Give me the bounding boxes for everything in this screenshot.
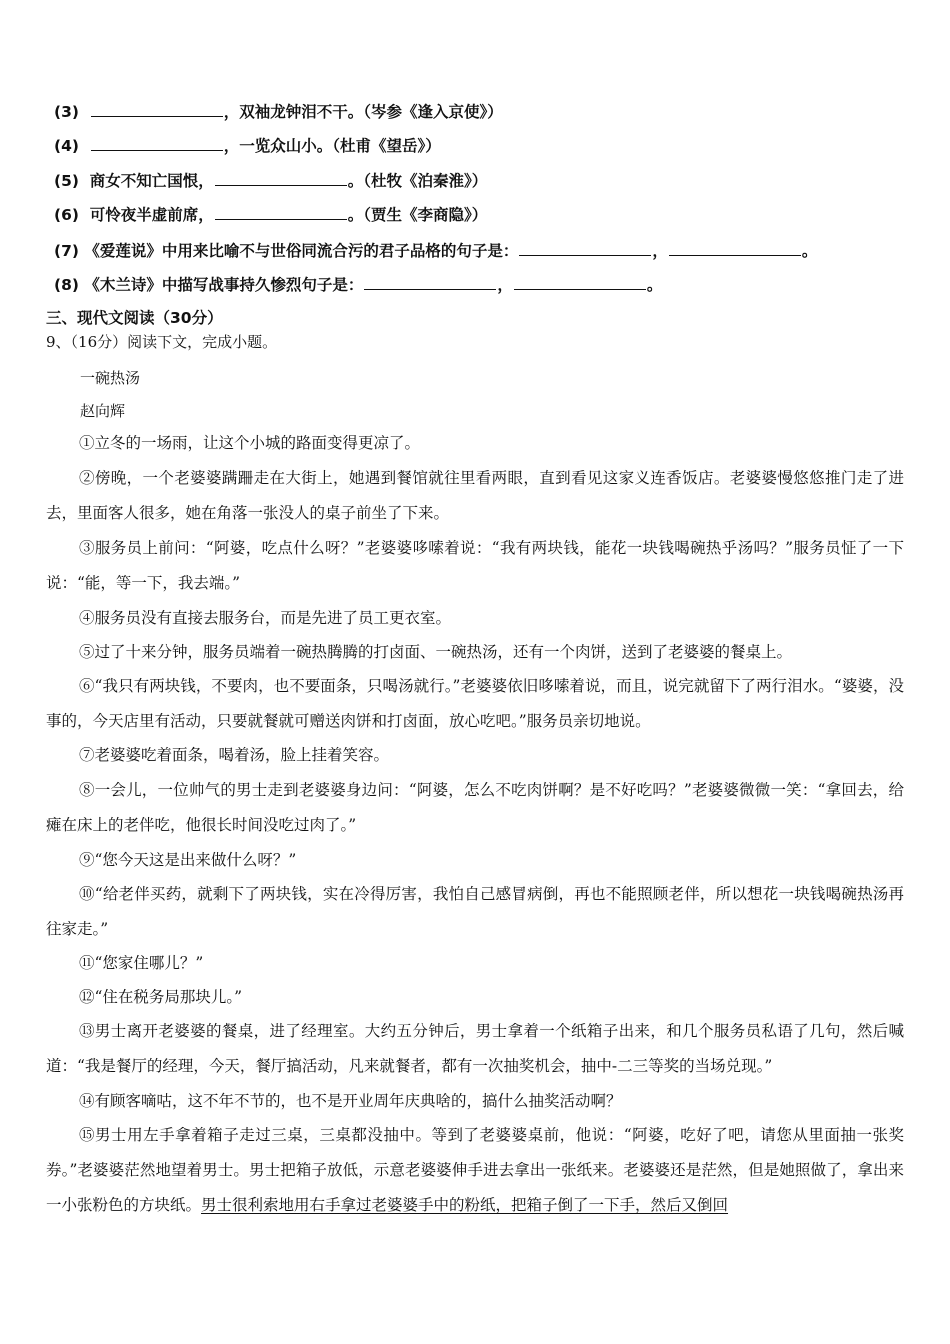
answer-blank[interactable] [669,240,801,256]
question-heading: 9、（16分）阅读下文，完成小题。 [46,333,278,351]
fill-item-7: (7) 《爱莲说》中用来比喻不与世俗同流合污的君子品格的句子是： ， 。 [54,242,818,260]
article-title: 一碗热汤 [80,369,141,387]
section-title: 三、现代文阅读（30分） [46,309,223,327]
paragraph-12: ⑫“住在税务局那块儿。” [79,988,243,1006]
paragraph-14: ⑭有顾客嘀咕，这不年不节的，也不是开业周年庆典啥的，搞什么抽奖活动啊？ [79,1092,622,1110]
paragraph-4: ④服务员没有直接去服务台，而是先进了员工更衣室。 [79,609,452,627]
fill-item-4: (4) ，一览众山小。（杜甫《望岳》） [54,137,441,155]
answer-blank[interactable] [514,274,646,290]
answer-blank[interactable] [364,274,496,290]
answer-blank[interactable] [215,170,347,186]
paragraph-6: ⑥“我只有两块钱，不要肉，也不要面条，只喝汤就行。”老婆婆依旧哆嗦着说，而且，说完就留下了两行泪水。“婆婆，没事的，今天店里有活动，只要就餐就可赠送肉饼和打卤面，放心吃吧。”服务员亲切地说。 [46,677,904,730]
fill-item-6: (6) 可怜夜半虚前席， 。（贾生《李商隐》） [54,206,488,224]
paragraph-15: ⑮男士用左手拿着箱子走过三桌，三桌都没抽中。等到了老婆婆桌前，他说：“阿婆，吃好了吧，请您从里面抽一张奖券。”老婆婆茫然地望着男士。男士把箱子放低，示意老婆婆伸手进去拿出一张纸来。老婆婆还是茫然，但是她照做了，拿出来一小张粉色的方块纸。男士很利索地用右手拿过老婆婆手中的粉纸，把箱子倒了一下手，然后又倒回 [46,1126,904,1214]
paragraph-9: ⑨“您今天这是出来做什么呀？” [79,851,297,869]
answer-blank[interactable] [519,240,651,256]
paragraph-1: ①立冬的一场雨，让这个小城的路面变得更凉了。 [79,434,421,452]
fill-item-5: (5) 商女不知亡国恨， 。（杜牧《泊秦淮》） [54,172,488,190]
underlined-sentence: 男士很利索地用右手拿过老婆婆手中的粉纸，把箱子倒了一下手，然后又倒回 [201,1196,729,1214]
article-author: 赵向辉 [80,402,126,420]
paragraph-13: ⑬男士离开老婆婆的餐桌，进了经理室。大约五分钟后，男士拿着一个纸箱子出来，和几个服务员私语了几句，然后喊道：“我是餐厅的经理，今天，餐厅搞活动，凡来就餐者，都有一次抽奖机会，抽中-二三等奖的当场兑现。” [46,1022,904,1075]
answer-blank[interactable] [91,135,223,151]
paragraph-8: ⑧一会儿，一位帅气的男士走到老婆婆身边问：“阿婆，怎么不吃肉饼啊？是不好吃吗？”老婆婆微微一笑：“拿回去，给瘫在床上的老伴吃，他很长时间没吃过肉了。” [46,781,904,834]
paragraph-11: ⑪“您家住哪儿？” [79,954,204,972]
paragraph-5: ⑤过了十来分钟，服务员端着一碗热腾腾的打卤面、一碗热汤，还有一个肉饼，送到了老婆婆的餐桌上。 [79,643,793,661]
paragraph-3: ③服务员上前问：“阿婆，吃点什么呀？”老婆婆哆嗦着说：“我有两块钱，能花一块钱喝碗热乎汤吗？”服务员怔了一下说：“能，等一下，我去端。” [46,539,904,592]
paragraph-7: ⑦老婆婆吃着面条，喝着汤，脸上挂着笑容。 [79,746,390,764]
fill-item-3: (3) ，双袖龙钟泪不干。（岑参《逢入京使》） [54,103,503,121]
answer-blank[interactable] [91,101,223,117]
answer-blank[interactable] [215,204,347,220]
fill-item-8: (8) 《木兰诗》中描写战事持久惨烈句子是： ， 。 [54,276,663,294]
paragraph-10: ⑩“给老伴买药，就剩下了两块钱，实在冷得厉害，我怕自己感冒病倒，再也不能照顾老伴，所以想花一块钱喝碗热汤再往家走。” [46,885,904,938]
paragraph-2: ②傍晚，一个老婆婆蹒跚走在大街上，她遇到餐馆就往里看两眼，直到看见这家义连香饭店。老婆婆慢悠悠推门走了进去，里面客人很多，她在角落一张没人的桌子前坐了下来。 [46,469,904,522]
